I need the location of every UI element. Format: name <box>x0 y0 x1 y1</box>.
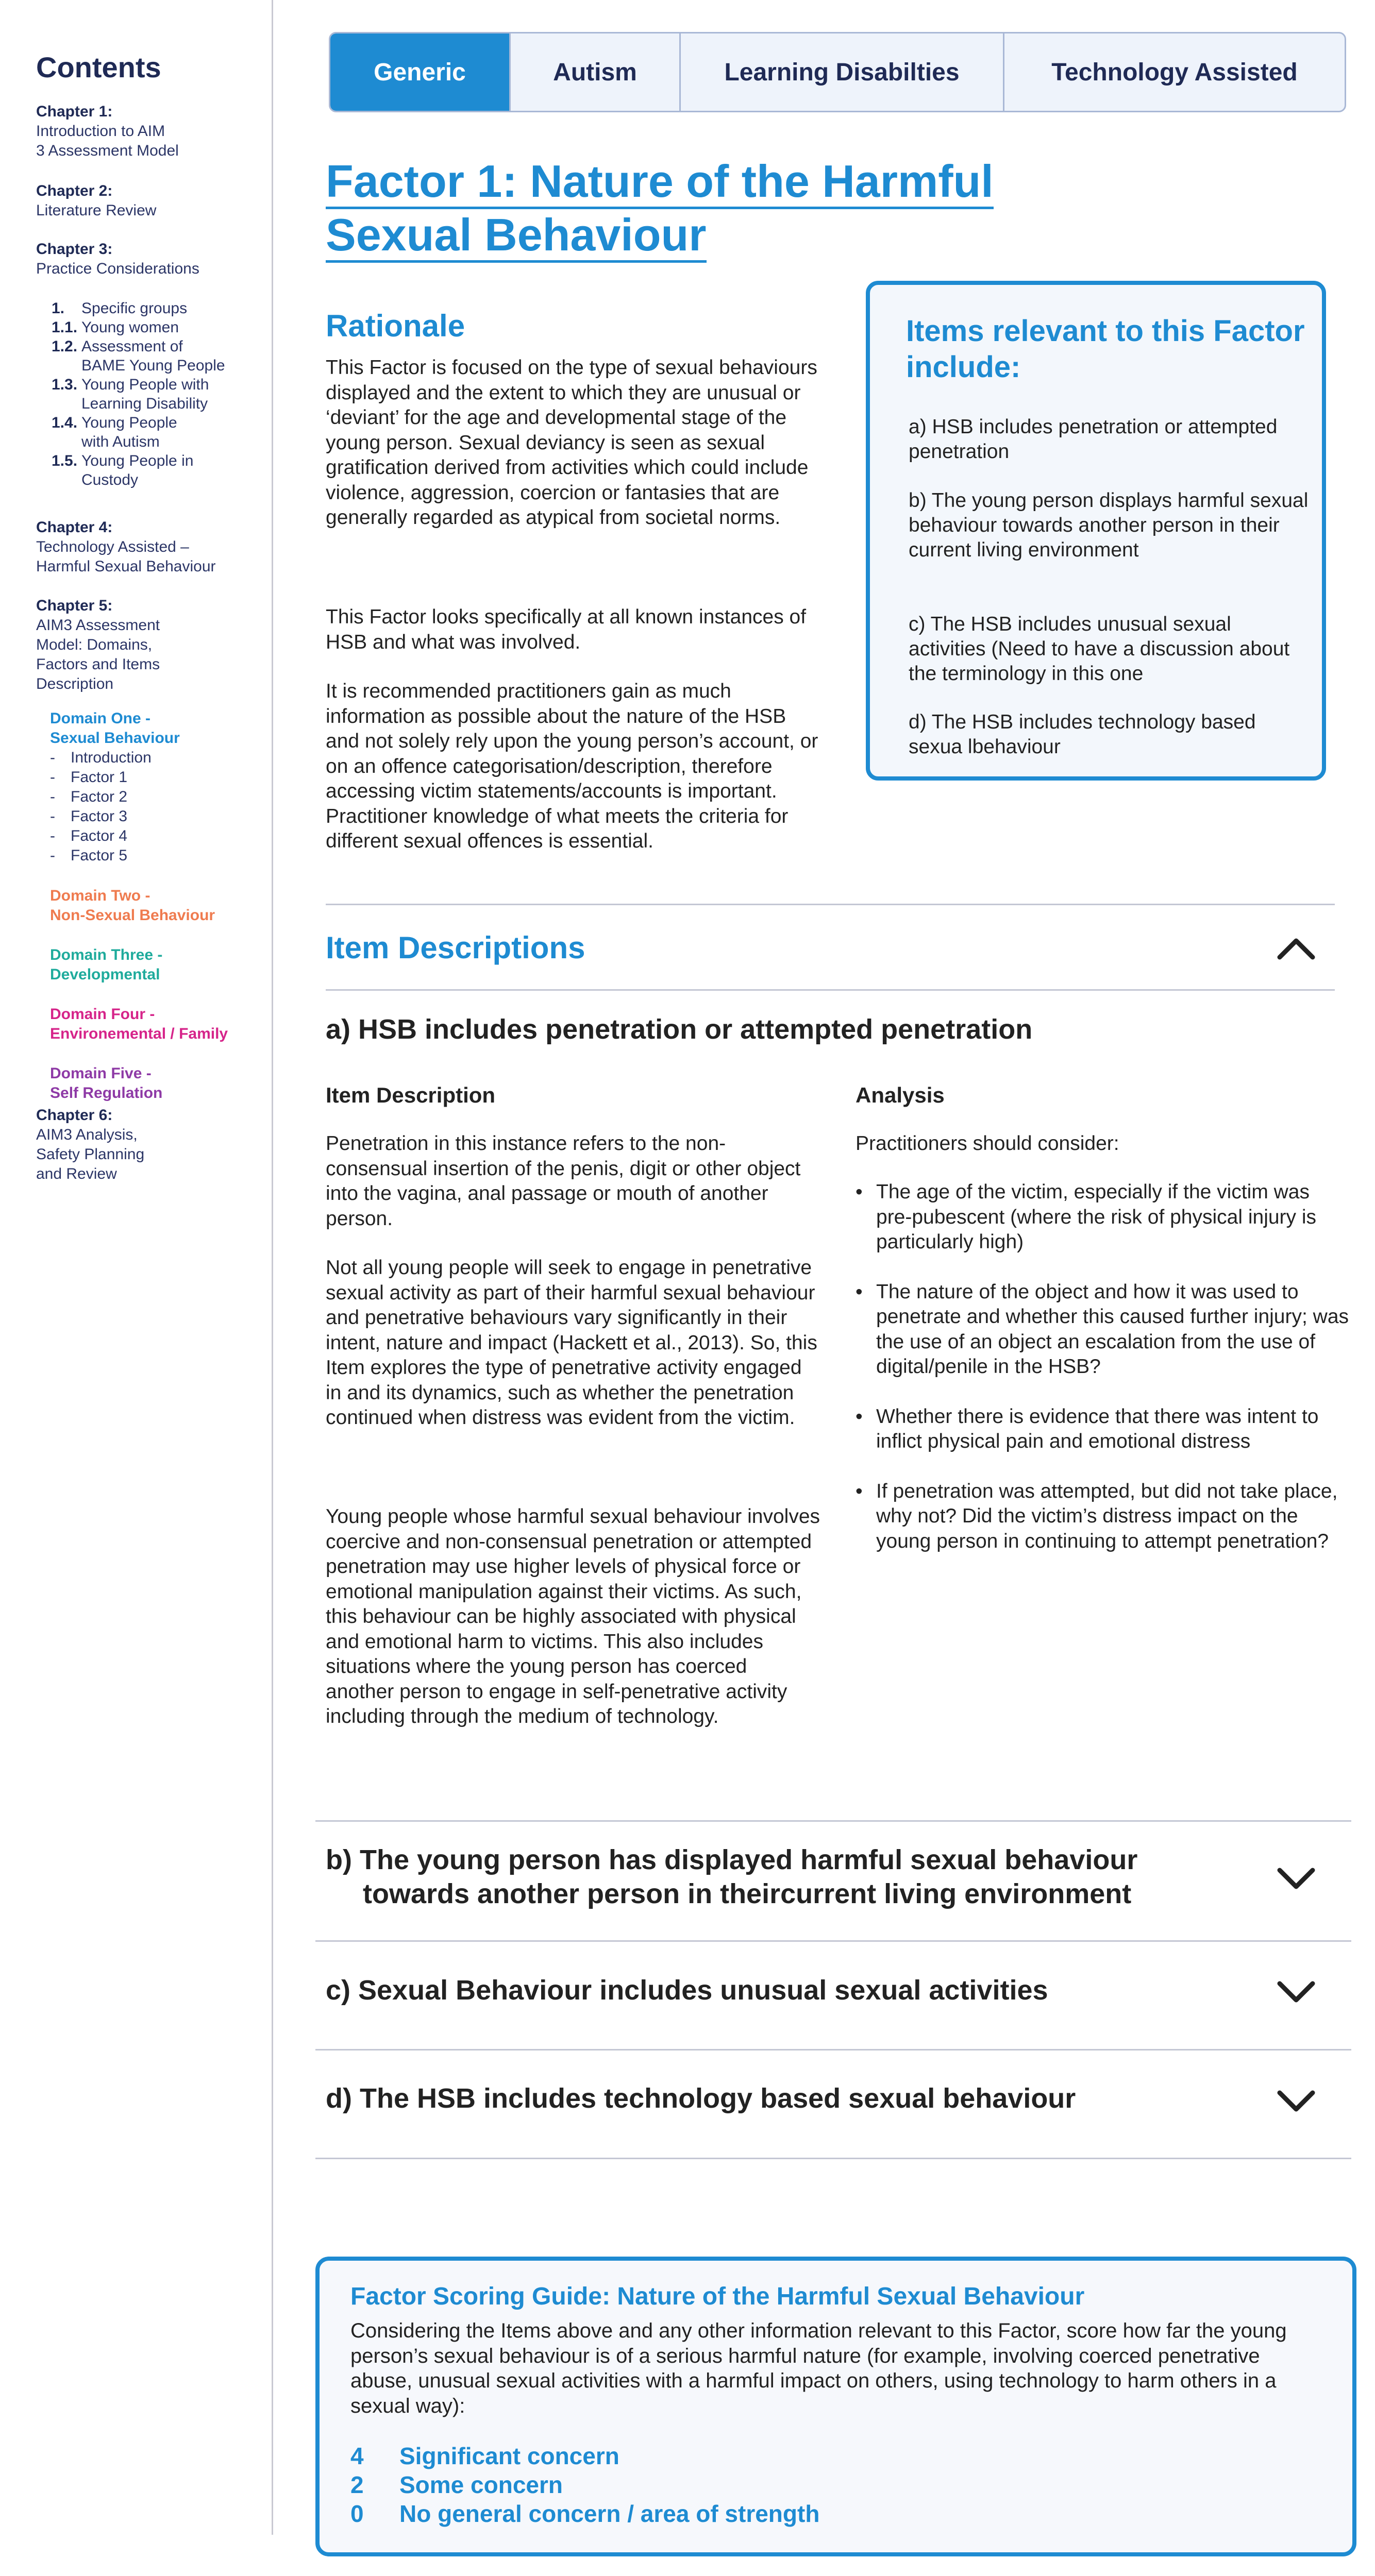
toc-domain-four[interactable]: Domain Four - Environemental / Family <box>50 1006 228 1042</box>
sidebar-divider <box>272 0 273 2535</box>
divider <box>315 2158 1351 2159</box>
tab-technology-assisted[interactable]: Technology Assisted <box>1051 58 1298 86</box>
toc-chapter-6[interactable]: Chapter 6: AIM3 Analysis, Safety Planning and Review <box>36 1107 145 1182</box>
items-relevant-box <box>866 281 1326 781</box>
toc-domain-one[interactable]: Domain One - Sexual Behaviour <box>50 710 180 747</box>
toc-item-1-2[interactable]: 1.2. Assessment of BAME Young People <box>52 338 225 374</box>
chevron-up-icon[interactable] <box>1276 931 1317 962</box>
tab-generic[interactable]: Generic <box>330 33 511 111</box>
variant-tabs <box>329 32 1346 112</box>
rationale-paragraph-3: It is recommended practitioners gain as much information as possible about the nature of the HSB and not solely rely upon the young person’s account, or on an offence categorisation/description, therefore accessing victim statements/accounts is important. Practitioner knowledge of what meets the criteria for different sexual offences is essential. <box>326 680 818 852</box>
toc-chapter-4[interactable]: Chapter 4: Technology Assisted – Harmful Sexual Behaviour <box>36 519 216 575</box>
divider <box>315 2049 1351 2050</box>
tab-learning-disabilities[interactable]: Learning Disabilties <box>681 33 1004 111</box>
toc-domain-five[interactable]: Domain Five - Self Regulation <box>50 1065 163 1101</box>
item-a-title: a) HSB includes penetration or attempted penetration <box>326 1014 1033 1045</box>
scoring-title: Factor Scoring Guide: Nature of the Harmful Sexual Behaviour <box>350 2283 1085 2310</box>
toc-practice-list <box>52 299 268 489</box>
toc-chapter-2[interactable]: Chapter 2: Literature Review <box>36 182 157 219</box>
score-level-0: 0 No general concern / area of strength <box>350 2500 820 2527</box>
sidebar-contents <box>0 0 273 2576</box>
toc-item-1[interactable]: 1. Specific groups <box>52 300 188 317</box>
item-description-heading: Item Description <box>326 1083 496 1107</box>
chevron-down-icon[interactable] <box>1276 1864 1317 1895</box>
scoring-description: Considering the Items above and any other information relevant to this Factor, score how far the young person’s sexual behaviour is of a serious harmful nature (for example, involving coerced penetrative abuse, unusual sexual activities with a harmful impact on others, using technology to harm others in a sexual way): <box>350 2319 1287 2417</box>
list-item: • Whether there is evidence that there was intent to inflict physical pain and emotional distress <box>856 1405 1319 1452</box>
toc-chapter-1[interactable]: Chapter 1: Introduction to AIM 3 Assessment Model <box>36 103 179 159</box>
item-a-description-3: Young people whose harmful sexual behaviour involves coercive and non-consensual penetration or attempted penetration may use higher levels of physical force or emotional manipulation against their victims. As such, this behaviour can be highly associated with physical and emotional harm to victims. This also includes situations where the young person has coerced another person to engage in self-penetrative activity including through the medium of technology. <box>326 1505 820 1727</box>
score-level-4: 4 Significant concern <box>350 2443 619 2469</box>
divider <box>326 989 1335 991</box>
list-item: • The nature of the object and how it was used to penetrate and whether this caused further injury; was the use of an object an escalation from the use of digital/penile in the HSB? <box>856 1280 1349 1378</box>
items-box-item-c: c) The HSB includes unusual sexual activities (Need to have a discussion about the terminology in this one <box>909 613 1290 685</box>
list-item: • If penetration was attempted, but did not take place, why not? Did the victim’s distress impact on the young person in continuing to attempt penetration? <box>856 1480 1338 1552</box>
toc-factor-3[interactable]: - Factor 3 <box>50 808 128 825</box>
toc-introduction[interactable]: - Introduction <box>50 749 152 766</box>
page-title: Factor 1: Nature of the Harmful Sexual Behaviour <box>326 155 1037 262</box>
items-box-item-d: d) The HSB includes technology based sexua lbehaviour <box>909 711 1256 758</box>
items-box-item-b: b) The young person displays harmful sexual behaviour towards another person in their current living environment <box>909 489 1309 561</box>
item-c-accordion[interactable]: c) Sexual Behaviour includes unusual sexual activities <box>326 1975 1048 2006</box>
item-d-accordion[interactable]: d) The HSB includes technology based sexual behaviour <box>326 2083 1076 2114</box>
items-box-item-a: a) HSB includes penetration or attempted penetration <box>909 416 1278 463</box>
toc-factor-1[interactable]: - Factor 1 <box>50 769 128 786</box>
toc-item-1-5[interactable]: 1.5. Young People in Custody <box>52 452 194 488</box>
toc-factor-5[interactable]: - Factor 5 <box>50 847 128 864</box>
divider <box>315 1940 1351 1942</box>
rationale-paragraph-2: This Factor looks specifically at all known instances of HSB and what was involved. <box>326 606 807 653</box>
toc-factor-2[interactable]: - Factor 2 <box>50 788 128 805</box>
list-item: • The age of the victim, especially if the victim was pre-pubescent (where the risk of physical injury is particularly high) <box>856 1181 1317 1253</box>
toc-domain-one-items <box>50 748 152 866</box>
analysis-intro: Practitioners should consider: <box>856 1132 1119 1155</box>
contents-title: Contents <box>36 51 161 83</box>
toc-item-1-4[interactable]: 1.4. Young People with Autism <box>52 414 177 450</box>
chevron-down-icon[interactable] <box>1276 2087 1317 2117</box>
item-a-description-1: Penetration in this instance refers to the non-consensual insertion of the penis, digit or other object into the vagina, anal passage or mouth of another person. <box>326 1132 801 1230</box>
items-box-heading: Items relevant to this Factor include: <box>906 314 1305 384</box>
divider <box>326 904 1335 905</box>
rationale-heading: Rationale <box>326 309 465 343</box>
divider <box>315 1820 1351 1822</box>
toc-item-1-3[interactable]: 1.3. Young People with Learning Disability <box>52 376 209 412</box>
score-level-2: 2 Some concern <box>350 2471 563 2498</box>
analysis-list <box>856 1180 1350 1579</box>
item-a-description-2: Not all young people will seek to engage in penetrative sexual activity as part of their harmful sexual behaviour and penetrative behaviours vary significantly in their intent, nature and impact (Hackett et al., 2013). So, this Item explores the type of penetrative activity engaged in and its dynamics, such as whether the penetration continued when distress was evident from the victim. <box>326 1257 817 1429</box>
toc-domain-three[interactable]: Domain Three - Developmental <box>50 946 163 983</box>
tab-autism[interactable]: Autism <box>511 33 681 111</box>
rationale-paragraph-1: This Factor is focused on the type of sexual behaviours displayed and the extent to which they are unusual or ‘deviant’ for the age and developmental stage of the young person. Sexual deviancy is seen as sexual gratification derived from activities which could include violence, aggression, coercion or fantasies that are generally regarded as atypical from societal norms. <box>326 357 817 529</box>
item-b-accordion[interactable]: b) The young person has displayed harmful sexual behaviour towards another person in theircurrent living environment <box>326 1844 1138 1909</box>
toc-factor-4[interactable]: - Factor 4 <box>50 827 128 844</box>
toc-chapter-3[interactable]: Chapter 3: Practice Considerations <box>36 241 199 277</box>
toc-chapter-5[interactable]: Chapter 5: AIM3 Assessment Model: Domains, Factors and Items Description <box>36 597 160 692</box>
factor-scoring-guide <box>315 2257 1356 2556</box>
toc-domain-two[interactable]: Domain Two - Non-Sexual Behaviour <box>50 887 215 924</box>
chevron-down-icon[interactable] <box>1276 1977 1317 2008</box>
item-descriptions-heading: Item Descriptions <box>326 930 585 965</box>
toc-item-1-1[interactable]: 1.1. Young women <box>52 319 179 336</box>
analysis-heading: Analysis <box>856 1083 945 1107</box>
